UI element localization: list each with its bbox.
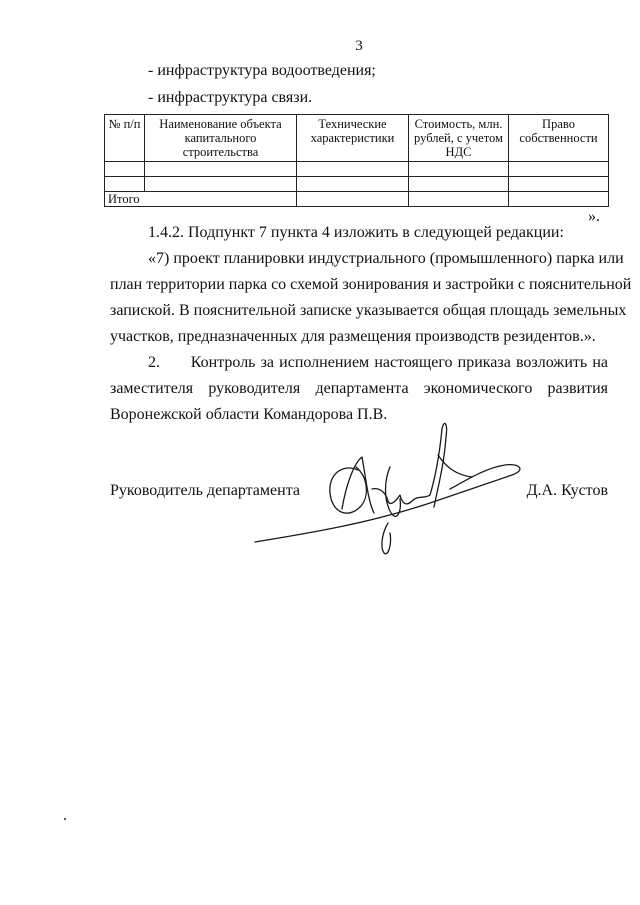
para-7-line-2: план территории парка со схемой зонирования и застройки с пояснительной: [110, 276, 632, 293]
table-row: [105, 177, 609, 192]
para-2-line-2: заместителя руководителя департамента экономического развития: [110, 380, 608, 397]
signatory-name: Д.А. Кустов: [526, 482, 608, 499]
col-characteristics: Технические характеристики: [297, 115, 409, 162]
paragraph-1-4-2: 1.4.2. Подпункт 7 пункта 4 изложить в следующей редакции:: [148, 224, 564, 241]
handwritten-signature: [250, 415, 530, 565]
total-label: Итого: [105, 192, 297, 207]
para-2-line-1: 2. Контроль за исполнением настоящего приказа возложить на: [148, 354, 608, 371]
table-header-row: [105, 115, 609, 162]
para-7-line-1: «7) проект планировки индустриального (промышленного) парка или: [148, 250, 624, 267]
para-7-line-4: участков, предназначенных для размещения производств резидентов.».: [110, 328, 596, 345]
para-7-line-3: запиской. В пояснительной записке указывается общая площадь земельных: [110, 302, 627, 319]
col-number: № п/п: [105, 115, 145, 162]
bullet-communication: - инфраструктура связи.: [148, 89, 313, 106]
table-row: [105, 162, 609, 177]
para-2-line-3: Воронежской области Командорова П.В.: [110, 406, 388, 423]
col-cost: Стоимость, млн. рублей, с учетом НДС: [409, 115, 509, 162]
closing-quote: ».: [588, 208, 600, 225]
scan-speck: [64, 818, 66, 820]
signatory-position: Руководитель департамента: [110, 482, 300, 499]
infrastructure-table: [104, 114, 609, 207]
bullet-sewerage: - инфраструктура водоотведения;: [148, 62, 376, 79]
page-number: 3: [355, 38, 363, 54]
table-total-row: [105, 192, 609, 207]
col-object-name: Наименование объекта капитального строительства: [145, 115, 297, 162]
col-ownership: Право собственности: [509, 115, 609, 162]
